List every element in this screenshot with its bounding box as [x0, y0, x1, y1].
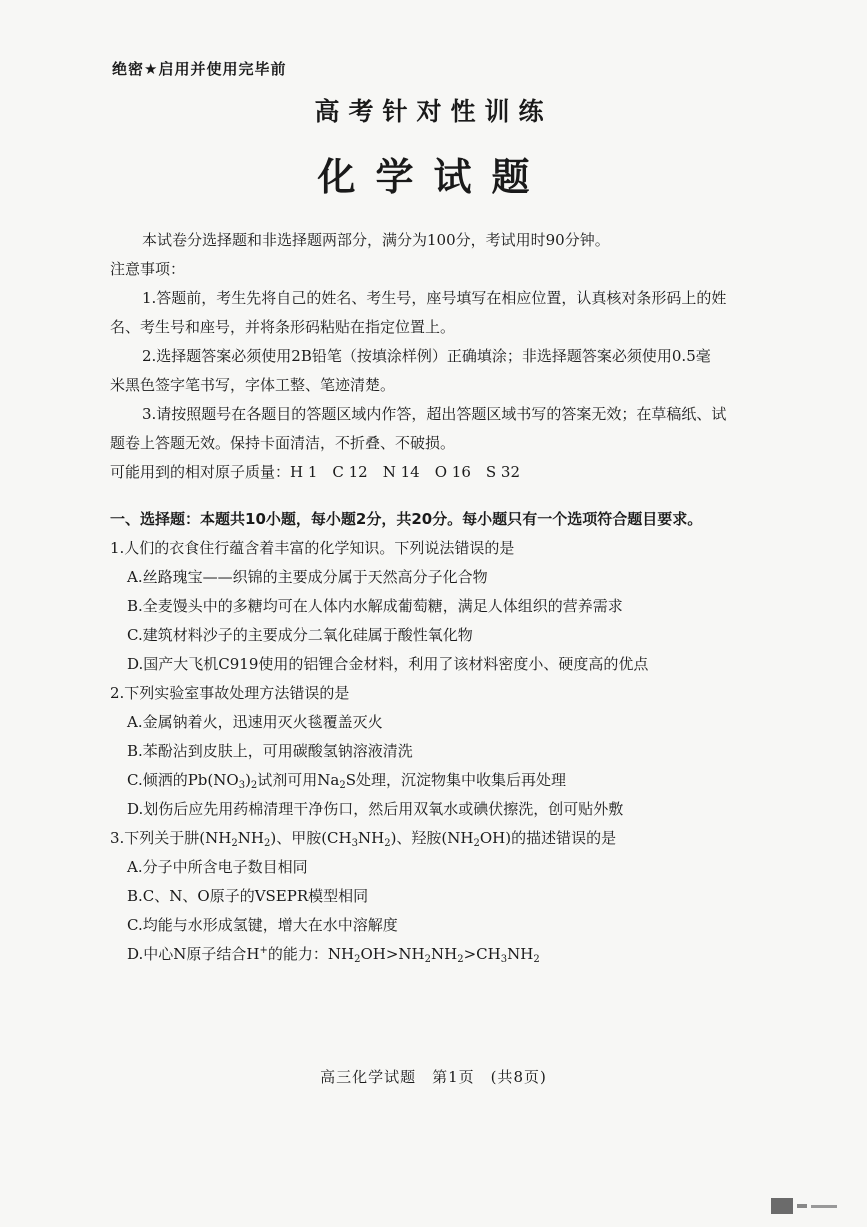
exam-body	[110, 230, 770, 964]
notice-item-1-line-1: 1.答题前，考生先将自己的姓名、考生号，座号填写在相应位置，认真核对条形码上的姓	[142, 289, 727, 307]
notice-item-3-line-1: 3.请按照题号在各题目的答题区域内作答，超出答题区域书写的答案无效；在草稿纸、试	[142, 405, 727, 423]
question-3-option-a: A.分子中所含电子数目相同	[127, 858, 308, 876]
notice-item-2-line-1: 2.选择题答案必须使用2B铅笔（按填涂样例）正确填涂；非选择题答案必须使用0.5毫	[142, 347, 711, 365]
question-2-option-b: B.苯酚沾到皮肤上，可用碳酸氢钠溶液清洗	[127, 742, 413, 760]
exam-title: 高考针对性训练	[314, 97, 553, 126]
question-3-option-b: B.C、N、O原子的VSEPR模型相同	[127, 887, 369, 905]
secret-label: 绝密★启用并使用完毕前	[112, 60, 287, 78]
intro-text: 本试卷分选择题和非选择题两部分，满分为100分，考试用时90分钟。	[142, 231, 610, 249]
question-1-option-a: A.丝路瑰宝——织锦的主要成分属于天然高分子化合物	[127, 568, 488, 586]
page-footer: 高三化学试题 第1页 (共8页)	[320, 1068, 547, 1086]
question-3-option-c: C.均能与水形成氢键，增大在水中溶解度	[127, 916, 398, 934]
question-1-stem: 1.人们的衣食住行蕴含着丰富的化学知识。下列说法错误的是	[110, 539, 515, 557]
subject-title: 化学试题	[317, 155, 550, 199]
notice-item-2-line-2: 米黑色签字笔书写，字体工整、笔迹清楚。	[110, 376, 396, 394]
atomic-masses: 可能用到的相对原子质量：H 1 C 12 N 14 O 16 S 32	[110, 463, 520, 481]
notice-item-3-line-2: 题卷上答题无效。保持卡面清洁，不折叠、不破损。	[110, 434, 456, 452]
scan-watermark-icon	[771, 1197, 849, 1215]
question-1-option-d: D.国产大飞机C919使用的铝锂合金材料，利用了该材料密度小、硬度高的优点	[127, 655, 649, 673]
section-1-heading: 一、选择题：本题共10小题，每小题2分，共20分。每小题只有一个选项符合题目要求。	[110, 510, 703, 528]
question-2-option-d: D.划伤后应先用药棉清理干净伤口，然后用双氧水或碘伏擦洗，创可贴外敷	[127, 800, 624, 818]
question-1-option-b: B.全麦馒头中的多糖均可在人体内水解成葡萄糖，满足人体组织的营养需求	[127, 597, 623, 615]
notice-item-1-line-2: 名、考生号和座号，并将条形码粘贴在指定位置上。	[110, 318, 456, 336]
notice-heading: 注意事项：	[110, 260, 186, 278]
question-1-option-c: C.建筑材料沙子的主要成分二氧化硅属于酸性氧化物	[127, 626, 473, 644]
question-3-stem: 3.下列关于肼$(NH_2NH_2)$、甲胺$(CH_3NH_2)$、羟胺$(NH_2OH)$的描述错误的是	[110, 829, 617, 849]
question-2-option-a: A.金属钠着火，迅速用灭火毯覆盖灭火	[127, 713, 383, 731]
question-2-option-c: C.倾洒的$Pb(NO_3)_2$试剂可用$Na_2S$处理，沉淀物集中收集后再处理	[127, 771, 567, 791]
question-2-stem: 2.下列实验室事故处理方法错误的是	[110, 684, 350, 702]
question-3-option-d: D.中心N原子结合H+的能力：$NH_2OH>NH_2NH_2>CH_3NH_2$	[127, 945, 540, 965]
